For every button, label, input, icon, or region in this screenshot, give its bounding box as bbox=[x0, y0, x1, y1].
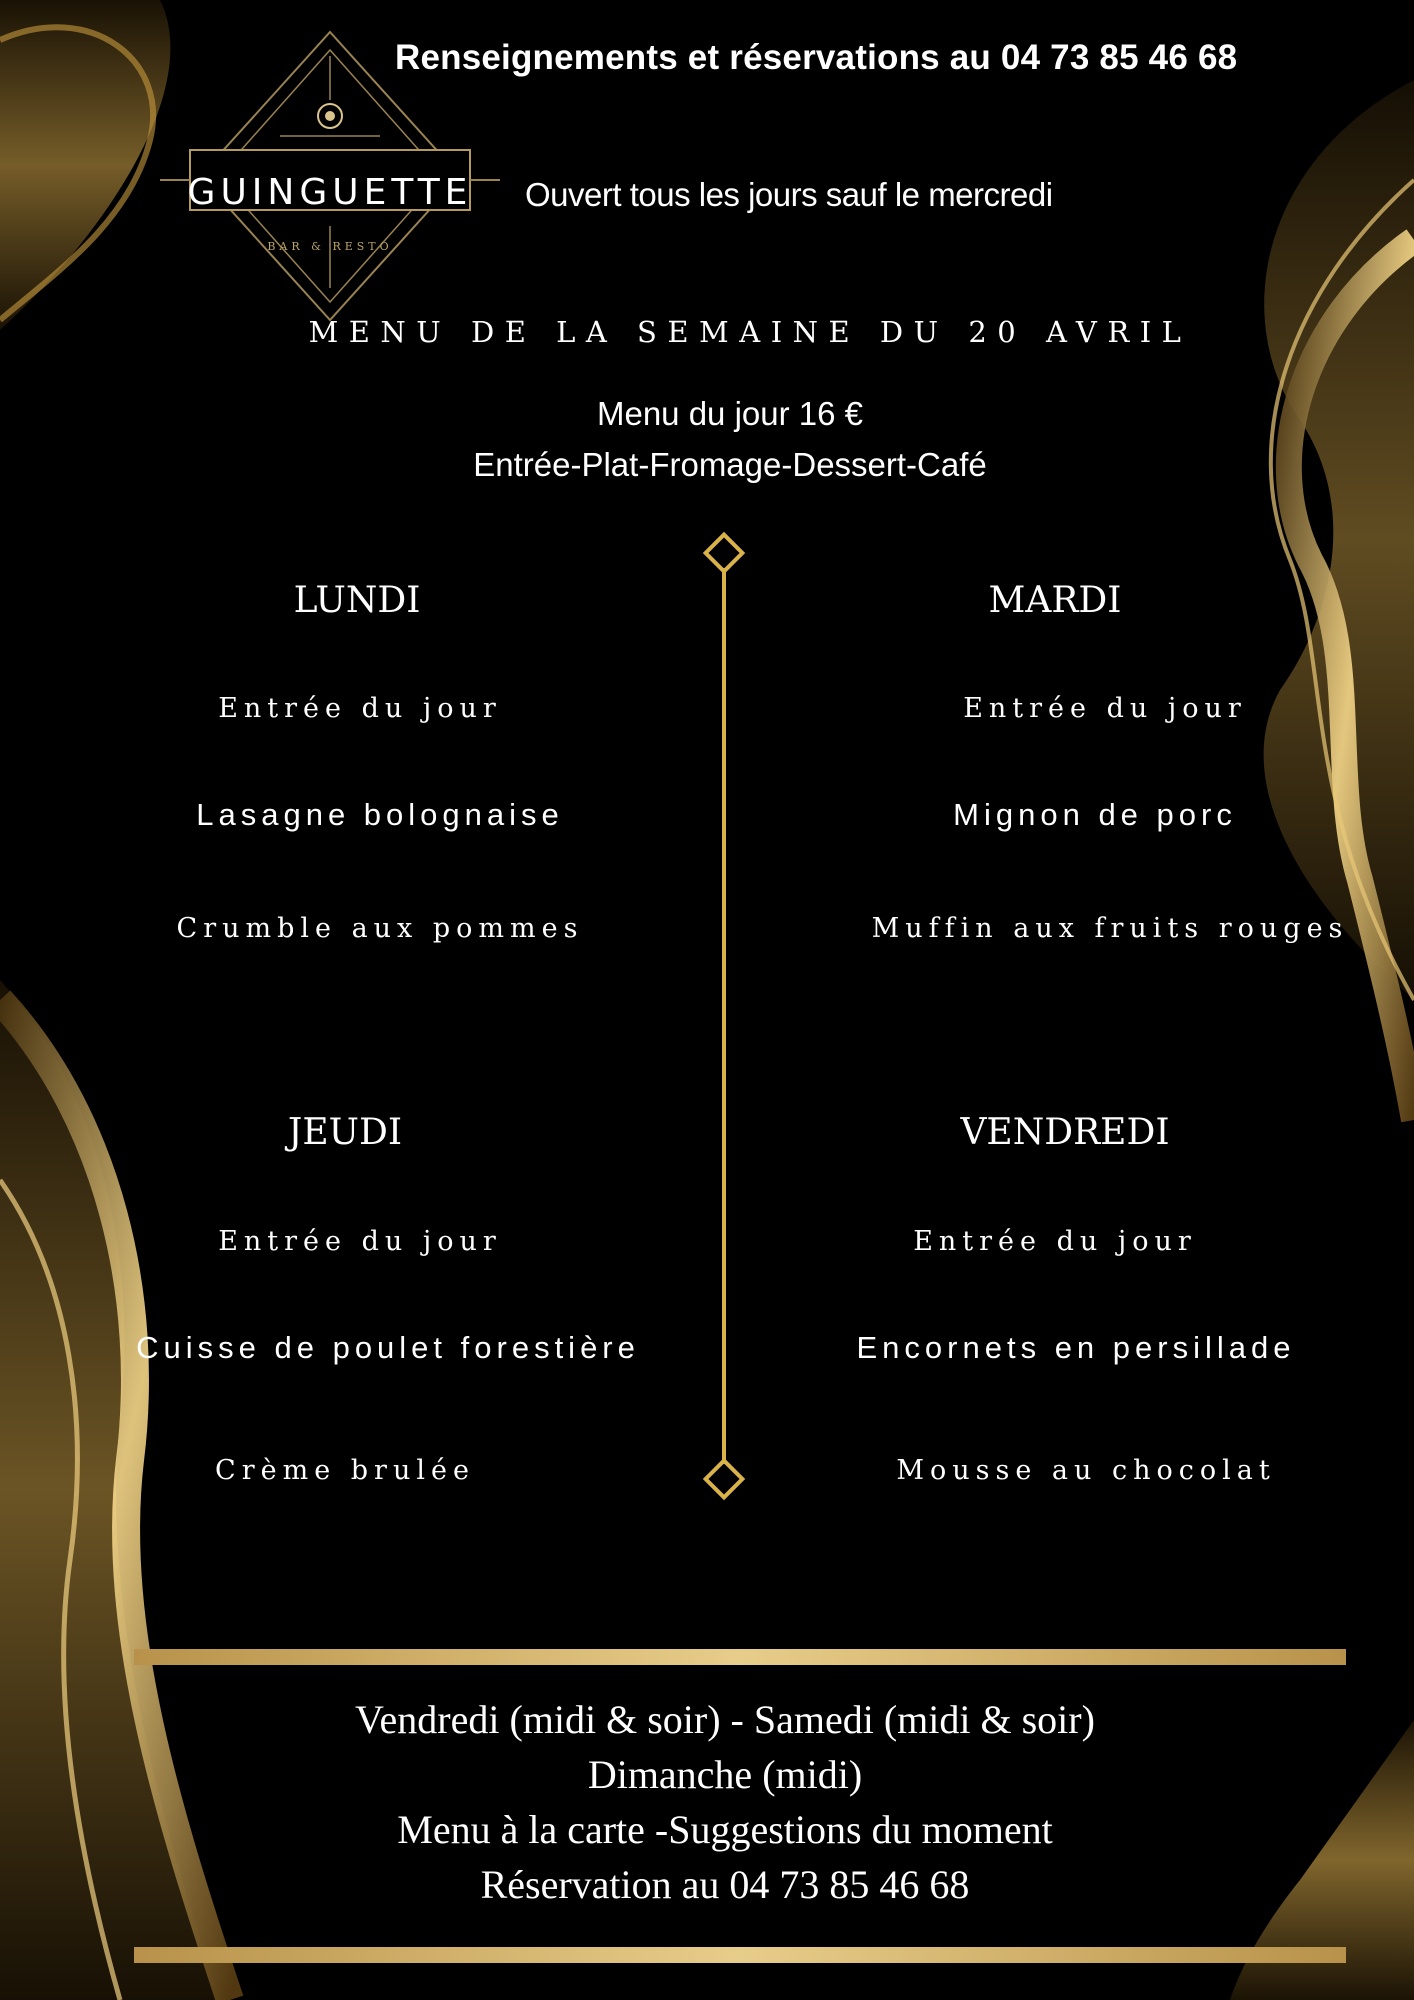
lundi-dessert: Crumble aux pommes bbox=[176, 913, 584, 944]
day-title-mardi: MARDI bbox=[988, 580, 1122, 621]
footer-sunday-line: Dimanche (midi) bbox=[587, 1752, 863, 1797]
divider-diamond-bottom bbox=[706, 1461, 743, 1498]
mardi-dessert: Muffin aux fruits rouges bbox=[871, 913, 1349, 944]
header-contact: Renseignements et réservations au 04 73 85 46 68 bbox=[395, 38, 1238, 77]
footer-rule-bottom bbox=[134, 1947, 1346, 1963]
opening-days: Ouvert tous les jours sauf le mercredi bbox=[525, 176, 1053, 213]
lundi-entree: Entrée du jour bbox=[218, 693, 502, 724]
vendredi-dessert: Mousse au chocolat bbox=[896, 1455, 1276, 1486]
day-title-jeudi: JEUDI bbox=[287, 1112, 403, 1153]
jeudi-dessert: Crème brulée bbox=[215, 1455, 475, 1486]
logo-tagline: BAR & RESTO bbox=[267, 240, 393, 253]
day-title-vendredi: VENDREDI bbox=[960, 1112, 1170, 1153]
day-title-lundi: LUNDI bbox=[293, 580, 421, 621]
mardi-plat: Mignon de porc bbox=[953, 797, 1237, 832]
mardi-entree: Entrée du jour bbox=[963, 693, 1247, 724]
logo-name: GUINGUETTE bbox=[187, 172, 473, 213]
footer-reservation-line: Réservation au 04 73 85 46 68 bbox=[480, 1862, 970, 1907]
divider-diamond-top bbox=[706, 535, 743, 572]
footer-hours-line: Vendredi (midi & soir) - Samedi (midi & soir) bbox=[355, 1697, 1095, 1742]
jeudi-plat: Cuisse de poulet forestière bbox=[136, 1330, 640, 1365]
lundi-plat: Lasagne bolognaise bbox=[196, 797, 564, 832]
footer-carte-line: Menu à la carte -Suggestions du moment bbox=[397, 1807, 1053, 1852]
daily-menu-courses: Entrée-Plat-Fromage-Dessert-Café bbox=[473, 446, 987, 483]
daily-menu-price: Menu du jour 16 € bbox=[596, 395, 863, 432]
jeudi-entree: Entrée du jour bbox=[218, 1226, 502, 1257]
week-menu-title: MENU DE LA SEMAINE DU 20 AVRIL bbox=[308, 315, 1192, 349]
vendredi-entree: Entrée du jour bbox=[913, 1226, 1197, 1257]
footer-rule-top bbox=[134, 1649, 1346, 1665]
vendredi-plat: Encornets en persillade bbox=[856, 1330, 1296, 1365]
